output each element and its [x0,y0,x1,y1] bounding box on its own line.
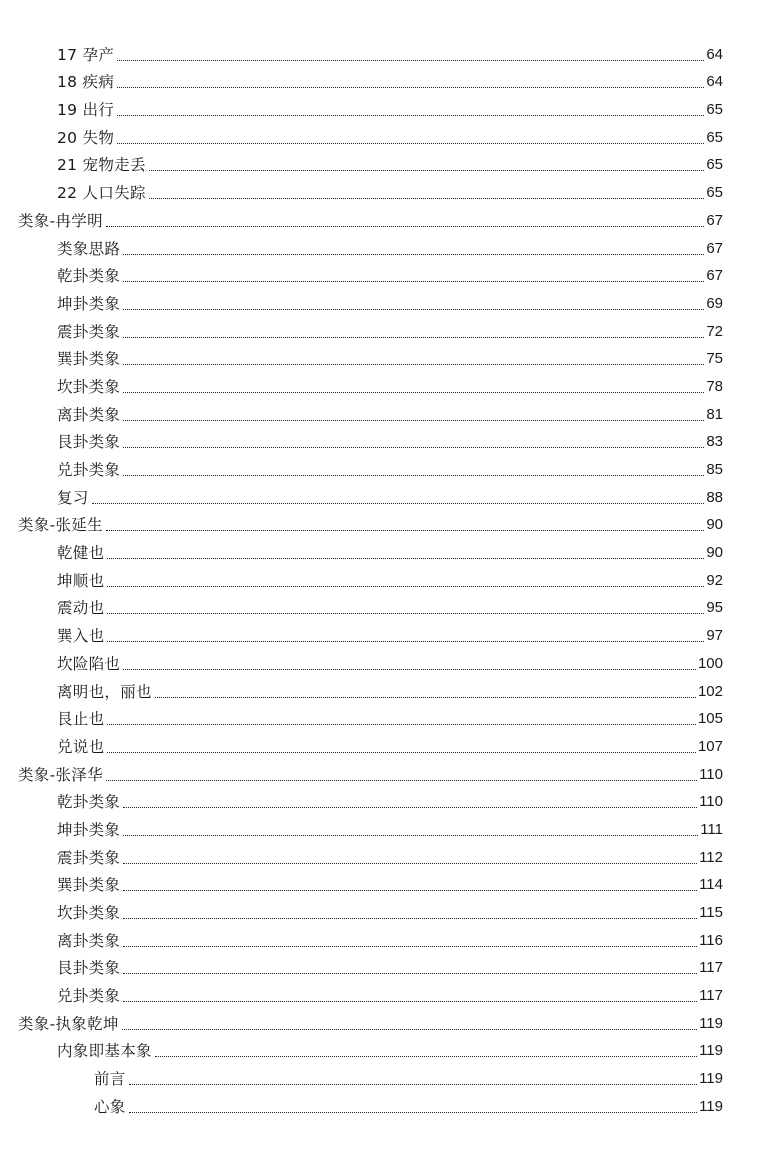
dot-leader [117,87,704,88]
toc-entry-page-number: 64 [706,73,723,91]
toc-entry-title: 艮卦类象 [57,433,121,452]
toc-entry[interactable] [0,151,776,179]
toc-entry-title: 兑说也 [57,737,105,756]
toc-entry[interactable] [0,1009,776,1037]
dot-leader [107,752,696,753]
dot-leader [129,1084,697,1085]
toc-entry-page-number: 119 [699,1070,723,1088]
toc-entry-page-number: 90 [706,516,723,534]
toc-entry-title: 类象-冉学明 [18,211,103,230]
toc-entry-title: 乾健也 [57,544,105,563]
dot-leader [123,890,697,891]
toc-entry[interactable] [0,95,776,123]
toc-entry[interactable] [0,732,776,760]
toc-entry-title: 类象-张泽华 [18,765,103,784]
dot-leader [122,1029,697,1030]
toc-entry[interactable] [0,1037,776,1065]
toc-entry-page-number: 119 [699,1014,723,1032]
dot-leader [106,780,697,781]
toc-entry-page-number: 90 [706,544,723,562]
table-of-contents [0,40,776,1120]
toc-entry-page-number: 65 [706,156,723,174]
toc-entry-page-number: 65 [706,101,723,119]
toc-entry-title: 17 孕产 [57,45,115,64]
toc-entry-page-number: 83 [706,433,723,451]
dot-leader [123,973,697,974]
toc-entry[interactable] [0,843,776,871]
toc-entry-page-number: 114 [699,876,723,894]
toc-entry-page-number: 111 [700,820,723,838]
toc-entry-page-number: 117 [699,987,723,1005]
toc-entry-page-number: 65 [706,128,723,146]
toc-entry-page-number: 107 [697,737,723,755]
toc-entry-page-number: 102 [697,682,723,700]
toc-entry-title: 艮止也 [57,710,105,729]
toc-entry-page-number: 72 [706,322,723,340]
toc-entry-title: 震卦类象 [57,322,121,341]
toc-entry-page-number: 69 [706,294,723,312]
toc-entry-title: 艮卦类象 [57,959,121,978]
toc-entry-page-number: 110 [699,793,723,811]
toc-entry-title: 兑卦类象 [57,987,121,1006]
dot-leader [123,835,698,836]
toc-entry-title: 乾卦类象 [57,793,121,812]
toc-entry-title: 巽卦类象 [57,350,121,369]
toc-entry[interactable] [0,483,776,511]
dot-leader [149,170,705,171]
toc-entry-title: 19 出行 [57,101,115,120]
toc-entry-title: 类象思路 [57,239,121,258]
toc-entry-page-number: 81 [706,405,723,423]
toc-entry-title: 类象-张延生 [18,516,103,535]
toc-entry[interactable] [0,372,776,400]
toc-entry-page-number: 97 [706,627,723,645]
dot-leader [123,946,697,947]
dot-leader [123,364,704,365]
toc-entry-title: 兑卦类象 [57,461,121,479]
toc-entry-page-number: 75 [706,350,723,368]
toc-entry[interactable] [0,981,776,1009]
dot-leader [92,503,705,504]
toc-entry-page-number: 85 [706,461,723,478]
toc-entry-page-number: 92 [706,571,723,589]
dot-leader [123,863,697,864]
dot-leader [117,60,704,61]
toc-entry-title: 22 人口失踪 [57,184,146,203]
toc-entry[interactable] [0,815,776,843]
toc-entry[interactable] [0,621,776,649]
toc-entry[interactable] [0,511,776,539]
toc-entry-page-number: 78 [706,377,723,395]
toc-entry[interactable] [0,538,776,566]
toc-entry[interactable] [0,317,776,345]
toc-entry-page-number: 117 [699,959,723,977]
toc-entry-page-number: 105 [697,710,723,728]
toc-entry[interactable] [0,234,776,262]
toc-entry-title: 坎险陷也 [57,654,121,673]
toc-entry[interactable] [0,68,776,96]
dot-leader [129,1112,697,1113]
toc-entry-page-number: 100 [697,654,723,672]
dot-leader [123,420,704,421]
dot-leader [123,475,704,476]
dot-leader [155,697,696,698]
toc-entry-title: 坎卦类象 [57,377,121,396]
toc-entry[interactable] [0,206,776,234]
dot-leader [107,641,704,642]
toc-entry-page-number: 65 [706,184,723,202]
toc-entry-page-number: 115 [699,904,723,921]
toc-entry-title: 21 宠物走丢 [57,156,146,175]
toc-entry[interactable] [0,788,776,816]
dot-leader [123,669,696,670]
dot-leader [149,198,705,199]
dot-leader [106,226,704,227]
toc-entry-page-number: 119 [699,1042,723,1060]
toc-entry[interactable] [0,898,776,926]
dot-leader [123,807,697,808]
toc-entry[interactable] [0,760,776,788]
toc-entry-title: 乾卦类象 [57,267,121,286]
dot-leader [117,143,704,144]
toc-entry-title: 前言 [94,1070,126,1089]
toc-entry-title: 坤卦类象 [57,294,121,313]
toc-entry-page-number: 67 [706,211,723,229]
toc-entry-title: 巽卦类象 [57,876,121,895]
toc-entry-title: 心象 [94,1097,126,1116]
toc-entry-title: 巽入也 [57,627,105,646]
toc-entry[interactable] [0,40,776,68]
toc-entry-page-number: 64 [706,45,723,63]
toc-entry-page-number: 67 [706,267,723,285]
dot-leader [123,309,704,310]
toc-entry[interactable] [0,428,776,456]
toc-entry-title: 震卦类象 [57,848,121,867]
toc-entry-title: 20 失物 [57,128,115,147]
toc-entry-title: 离明也，丽也 [57,682,152,701]
toc-entry[interactable] [0,649,776,677]
dot-leader [107,558,704,559]
toc-entry[interactable] [0,345,776,373]
toc-entry[interactable] [0,566,776,594]
toc-entry[interactable] [0,677,776,705]
toc-entry-title: 内象即基本象 [57,1042,152,1061]
toc-entry[interactable] [0,871,776,899]
toc-entry-title: 离卦类象 [57,405,121,424]
toc-entry[interactable] [0,705,776,733]
toc-entry-title: 离卦类象 [57,931,121,950]
dot-leader [123,281,704,282]
toc-entry[interactable] [0,1092,776,1120]
dot-leader [123,392,704,393]
dot-leader [123,918,697,919]
toc-entry-title: 18 疾病 [57,73,115,92]
toc-entry-title: 坤卦类象 [57,820,121,839]
dot-leader [123,447,704,448]
toc-entry-page-number: 88 [706,488,723,506]
toc-entry[interactable] [0,262,776,290]
toc-entry-title: 坎卦类象 [57,904,121,922]
dot-leader [117,115,704,116]
toc-entry[interactable] [0,400,776,428]
toc-entry[interactable] [0,455,776,483]
toc-entry-title: 类象-执象乾坤 [18,1014,119,1033]
toc-entry[interactable] [0,289,776,317]
dot-leader [123,1001,697,1002]
toc-entry[interactable] [0,1064,776,1092]
toc-entry-page-number: 116 [699,931,723,949]
toc-entry[interactable] [0,123,776,151]
toc-entry-page-number: 95 [706,599,723,617]
toc-entry-page-number: 119 [699,1097,723,1115]
toc-entry-page-number: 110 [699,765,723,783]
toc-entry-page-number: 67 [706,239,723,257]
dot-leader [155,1056,697,1057]
toc-entry[interactable] [0,954,776,982]
dot-leader [106,530,704,531]
toc-entry-title: 复习 [57,488,89,507]
toc-entry-title: 坤顺也 [57,571,105,590]
dot-leader [107,613,704,614]
dot-leader [107,724,696,725]
dot-leader [107,586,704,587]
dot-leader [123,254,704,255]
dot-leader [123,337,704,338]
toc-entry[interactable] [0,594,776,622]
toc-entry[interactable] [0,178,776,206]
toc-entry[interactable] [0,926,776,954]
toc-entry-title: 震动也 [57,599,105,618]
toc-entry-page-number: 112 [699,848,723,866]
